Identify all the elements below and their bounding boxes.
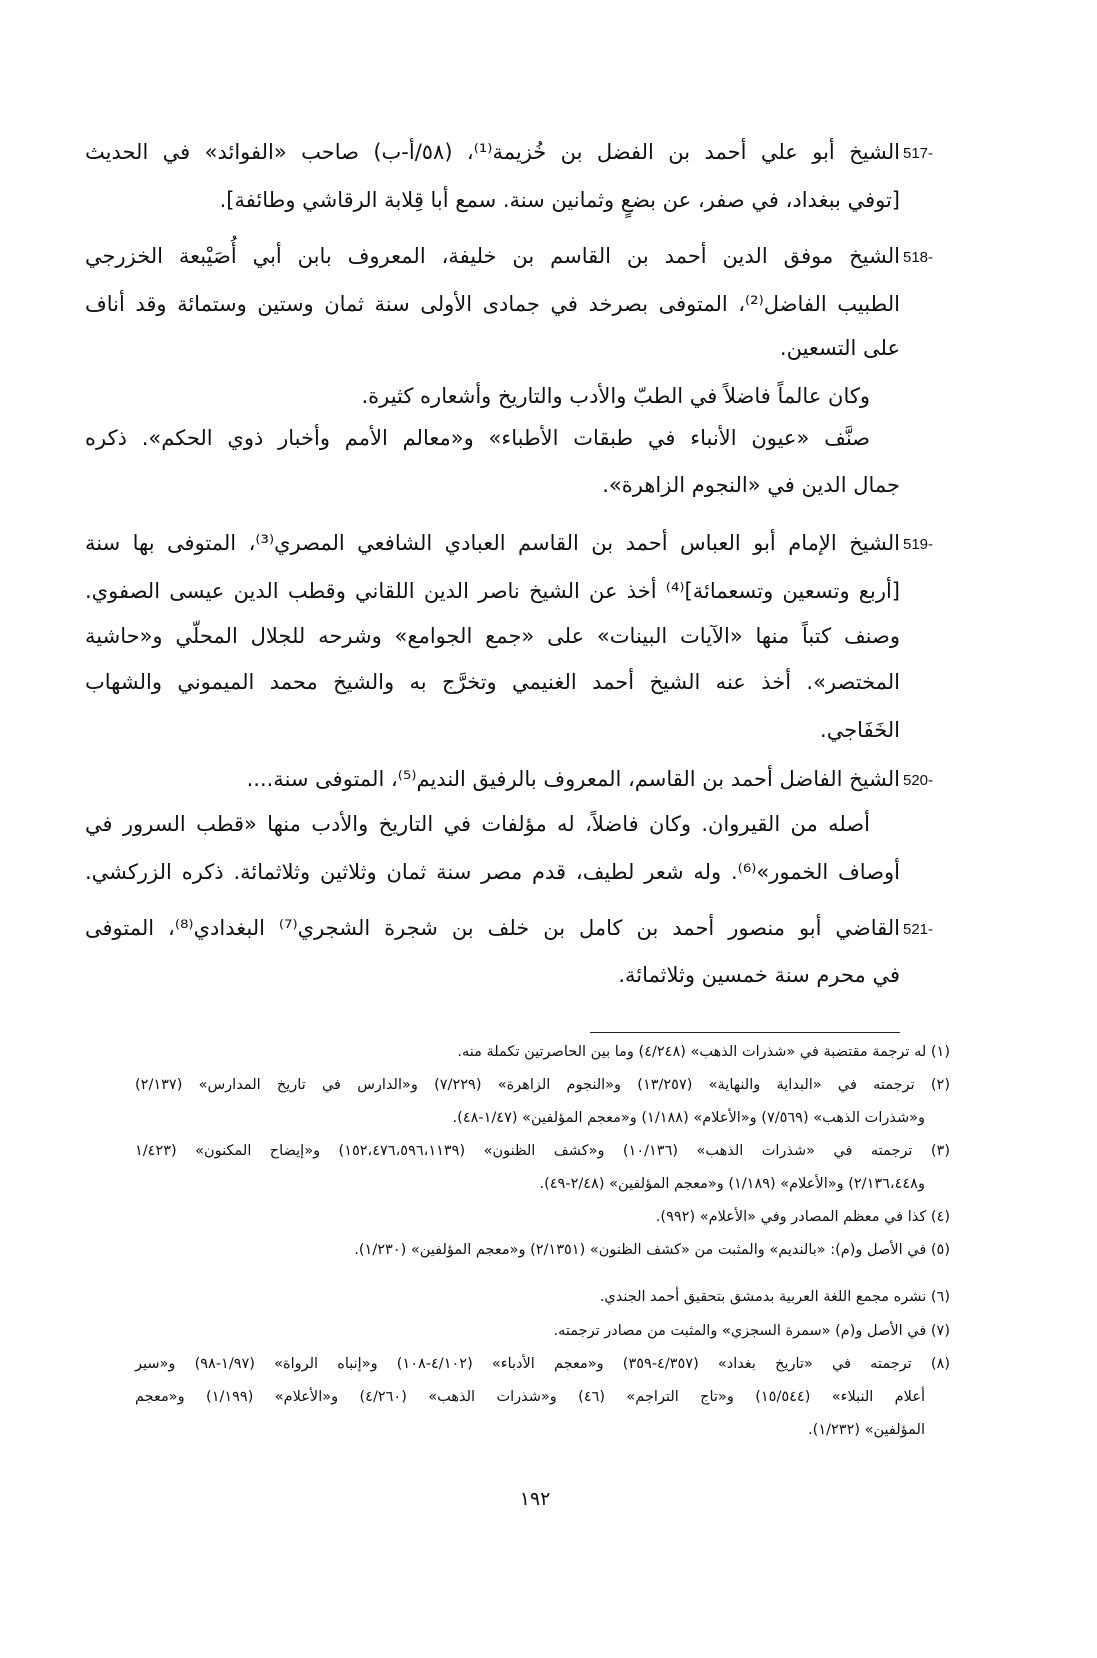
footnote-5: (٥) في الأصل و(م): «بالنديم» والمثبت من «كشف الظنون» (٢/١٣٥١) و«معجم المؤلفين» (١/٢٣٠).	[354, 1242, 950, 1258]
entry-line: الشيخ موفق الدين أحمد بن القاسم بن خليفة، المعروف بابن أبي أُصَيْبعة الخزرجي	[85, 244, 900, 268]
footnote-8-cont: المؤلفين» (١/٢٣٢).	[808, 1422, 925, 1438]
entry-number: 520-	[903, 772, 934, 789]
footnote-4: (٤) كذا في معظم المصادر وفي «الأعلام» (٩٩٢).	[655, 1209, 950, 1225]
entry-line: الشيخ الفاضل أحمد بن القاسم، المعروف بالرفيق النديم⁽⁵⁾، المتوفى سنة....	[246, 767, 900, 791]
entry-line: على التسعين.	[779, 336, 900, 360]
entry-line: وكان عالماً فاضلاً في الطبّ والأدب والتاريخ وأشعاره كثيرة.	[361, 384, 870, 408]
entry-line: [أربع وتسعين وتسعمائة]⁽⁴⁾ أخذ عن الشيخ ناصر الدين اللقاني وقطب الدين عيسى الصفوي.	[85, 579, 900, 603]
footnote-7: (٧) في الأصل و(م) «سمرة السجزي» والمثبت من مصادر ترجمته.	[553, 1323, 950, 1339]
entry-number: 521-	[903, 921, 934, 938]
footnote-1: (١) له ترجمة مقتضبة في «شذرات الذهب» (٤/٢٤٨) وما بين الحاصرتين تكملة منه.	[457, 1044, 950, 1060]
footnote-2-cont: و«شذرات الذهب» (٧/٥٦٩) و«الأعلام» (١/١٨٨) و«معجم المؤلفين» (١/٤٧-٤٨).	[452, 1110, 925, 1126]
entry-line: [توفي ببغداد، في صفر، عن بضعٍ وثمانين سنة. سمع أبا قِلابة الرقاشي وطائفة].	[219, 188, 900, 212]
entry-number: 518-	[903, 249, 934, 266]
entry-line: الطبيب الفاضل⁽²⁾، المتوفى بصرخد في جمادى الأولى سنة ثمان وستين وستمائة وقد أناف	[85, 292, 901, 316]
entry-line: صنَّف «عيون الأنباء في طبقات الأطباء» و«معالم الأمم وأخبار ذوي الحكم». ذكره	[85, 426, 870, 450]
footnote-8-cont: أعلام النبلاء» (١٥/٥٤٤) و«تاج التراجم» (٤٦) و«شذرات الذهب» (٤/٢٦٠) و«الأعلام» (١/١٩٩) و«معجم	[135, 1389, 925, 1405]
footnote-8: (٨) ترجمته في «تاريخ بغداد» (٤/٣٥٧-٣٥٩) و«معجم الأدباء» (٤/١٠٢-١٠٨) و«إنباه الرواة» (١/٩٧-٩٨) و«سير	[135, 1356, 950, 1372]
entry-number: 519-	[903, 536, 934, 553]
entry-number: 517-	[903, 145, 934, 162]
entry-line: المختصر». أخذ عنه الشيخ أحمد الغنيمي وتخرَّج به والشيخ محمد الميموني والشهاب	[85, 670, 900, 694]
entry-line: الشيخ الإمام أبو العباس أحمد بن القاسم العبادي الشافعي المصري⁽³⁾، المتوفى بها سنة	[85, 531, 900, 555]
entry-line: الخَفَاجي.	[820, 718, 900, 742]
entry-line: وصنف كتباً منها «الآيات البينات» على «جمع الجوامع» وشرحه للجلال المحلّي و«حاشية	[85, 624, 900, 648]
footnote-3: (٣) ترجمته في «شذرات الذهب» (١٠/١٣٦) و«كشف الظنون» (١٥٢،٤٧٦،٥٩٦،١١٣٩) و«إيضاح المكنون» (١/٤٢٣	[135, 1143, 950, 1159]
footnote-6: (٦) نشره مجمع اللغة العربية بدمشق بتحقيق أحمد الجندي.	[599, 1289, 950, 1305]
footnote-3-cont: و٢/١٣٦،٤٤٨) و«الأعلام» (١/١٨٩) و«معجم المؤلفين» (٢/٤٨-٤٩).	[539, 1176, 925, 1192]
entry-line: أوصاف الخمور»⁽⁶⁾. وله شعر لطيف، قدم مصر سنة ثمان وثلاثين وثلاثمائة. ذكره الزركشي.	[85, 860, 900, 884]
entry-line: في محرم سنة خمسين وثلاثمائة.	[618, 963, 900, 987]
entry-line: جمال الدين في «النجوم الزاهرة».	[602, 473, 900, 497]
entry-line: القاضي أبو منصور أحمد بن كامل بن خلف بن شجرة الشجري⁽⁷⁾ البغدادي⁽⁸⁾، المتوفى	[85, 916, 901, 940]
entry-line: الشيخ أبو علي أحمد بن الفضل بن خُزيمة⁽¹⁾، (٥٨/أ-ب) صاحب «الفوائد» في الحديث	[85, 140, 901, 164]
entry-line: أصله من القيروان. وكان فاضلاً، له مؤلفات في التاريخ والأدب منها «قطب السرور في	[85, 812, 870, 836]
footnote-2: (٢) ترجمته في «البداية والنهاية» (١٣/٢٥٧) و«النجوم الزاهرة» (٧/٢٢٩) و«الدارس في تاريخ المدارس» (٢/١٣٧)	[135, 1077, 950, 1093]
footnote-separator	[590, 1032, 900, 1033]
page-number: ١٩٢	[519, 1488, 551, 1510]
